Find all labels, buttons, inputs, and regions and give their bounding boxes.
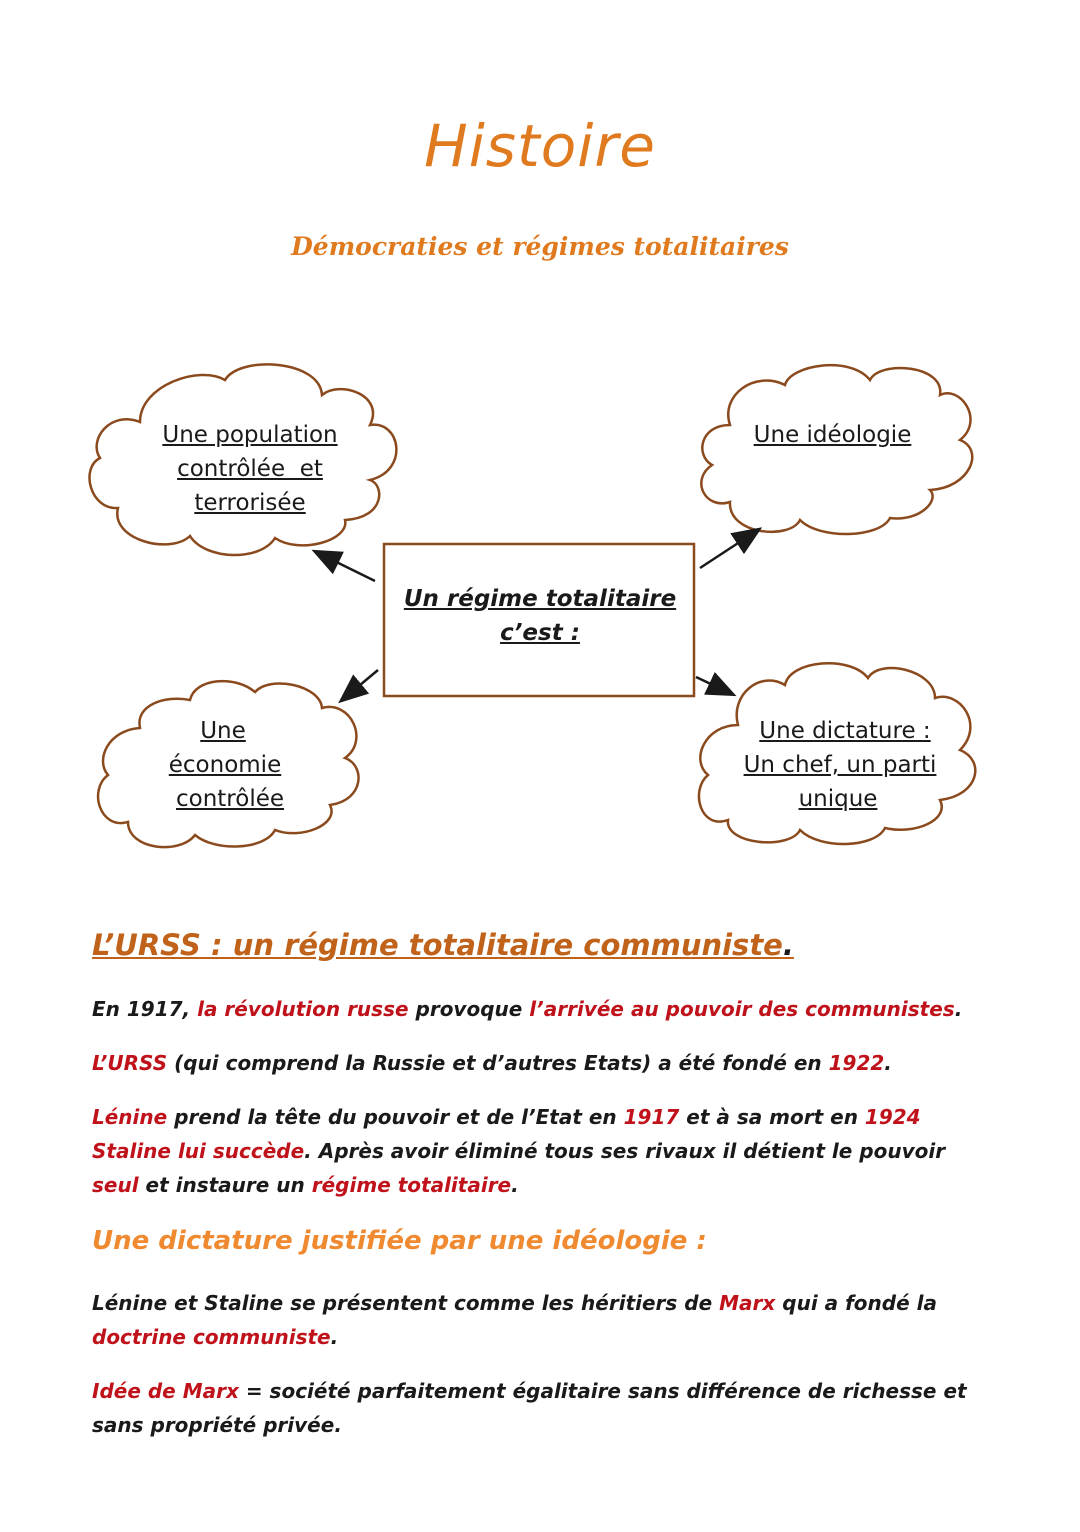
p3-text-d: et à sa mort en (679, 1105, 865, 1129)
p2-text-a: L’URSS (92, 1051, 168, 1075)
s2p2-text-b: = société parfaitement égalitaire sans différence de richesse et sans propriété privée. (92, 1379, 967, 1437)
cloud-top-right-text (730, 418, 935, 452)
cloud-top-left-line2: contrôlée et (177, 456, 323, 482)
arrow-to-top-right (700, 530, 758, 568)
p1-text-e: . (954, 997, 963, 1021)
cloud-top-left-text (140, 418, 360, 520)
p3-text-f: . Après avoir éliminé tous ses rivaux il détient le pouvoir (304, 1139, 946, 1163)
p3-text-i: régime totalitaire (311, 1173, 512, 1197)
s2p1-text-e: . (330, 1325, 339, 1349)
cloud-bottom-left-text (118, 714, 338, 816)
paragraph-urss (92, 1046, 992, 1080)
section-ideology-heading: Une dictature justifiée par une idéologie : (92, 1226, 707, 1256)
central-line2: c’est : (500, 620, 580, 646)
p2-text-c: 1922 (828, 1051, 885, 1075)
section-urss-heading (92, 928, 794, 962)
p2-text-b: (qui comprend la Russie et d’autres Etats) a été fondé en (167, 1051, 829, 1075)
p1-text-c: provoque (408, 997, 530, 1021)
p3-text-e: 1924 Staline lui succède (92, 1105, 921, 1163)
cloud-bottom-left-line3: contrôlée (175, 786, 285, 812)
cloud-top-right-line1: Une idéologie (753, 422, 912, 448)
cloud-top-left-line3: terrorisée (194, 490, 306, 516)
arrow-to-bottom-left (342, 670, 378, 700)
p3-text-a: Lénine (92, 1105, 168, 1129)
p1-text-a: En 1917, (92, 997, 198, 1021)
paragraph-lenine (92, 1100, 992, 1202)
page-subtitle: Démocraties et régimes totalitaires (291, 232, 789, 261)
page-title: Histoire (424, 112, 656, 180)
section-urss-heading-dot: . (782, 928, 794, 962)
paragraph-marx-heirs (92, 1286, 992, 1354)
cloud-bottom-left-line1: Une (200, 718, 246, 744)
p3-text-g: seul (92, 1173, 139, 1197)
central-line1: Un régime totalitaire (403, 586, 677, 612)
p1-text-d: l’arrivée au pouvoir des communistes (529, 997, 955, 1021)
s2p1-text-c: qui a fondé la (775, 1291, 937, 1315)
p2-text-d: . (884, 1051, 892, 1075)
arrow-to-top-left (316, 552, 375, 581)
p1-text-b: la révolution russe (197, 997, 409, 1021)
arrow-to-bottom-right (696, 677, 732, 694)
p3-text-j: . (511, 1173, 519, 1197)
paragraph-1917 (92, 992, 992, 1026)
cloud-bottom-right-text (735, 714, 955, 816)
paragraph-marx-idea (92, 1374, 992, 1442)
s2p1-text-a: Lénine et Staline se présentent comme les héritiers de (92, 1291, 720, 1315)
p3-text-h: et instaure un (138, 1173, 312, 1197)
p3-text-b: prend la tête du pouvoir et de l’Etat en (167, 1105, 624, 1129)
section-urss-heading-text: L’URSS : un régime totalitaire communiste (92, 928, 783, 962)
central-box-text (386, 582, 694, 650)
s2p2-text-a: Idée de Marx (92, 1379, 239, 1403)
s2p1-text-b: Marx (719, 1291, 776, 1315)
p3-text-c: 1917 (623, 1105, 680, 1129)
cloud-bottom-left-line2: économie (168, 752, 282, 778)
cloud-top-left-line1: Une population (162, 422, 338, 448)
cloud-bottom-right-line2: Un chef, un parti (743, 752, 937, 778)
cloud-bottom-right-line3: unique (798, 786, 878, 812)
s2p1-text-d: doctrine communiste (92, 1325, 331, 1349)
cloud-bottom-right-line1: Une dictature : (759, 718, 931, 744)
